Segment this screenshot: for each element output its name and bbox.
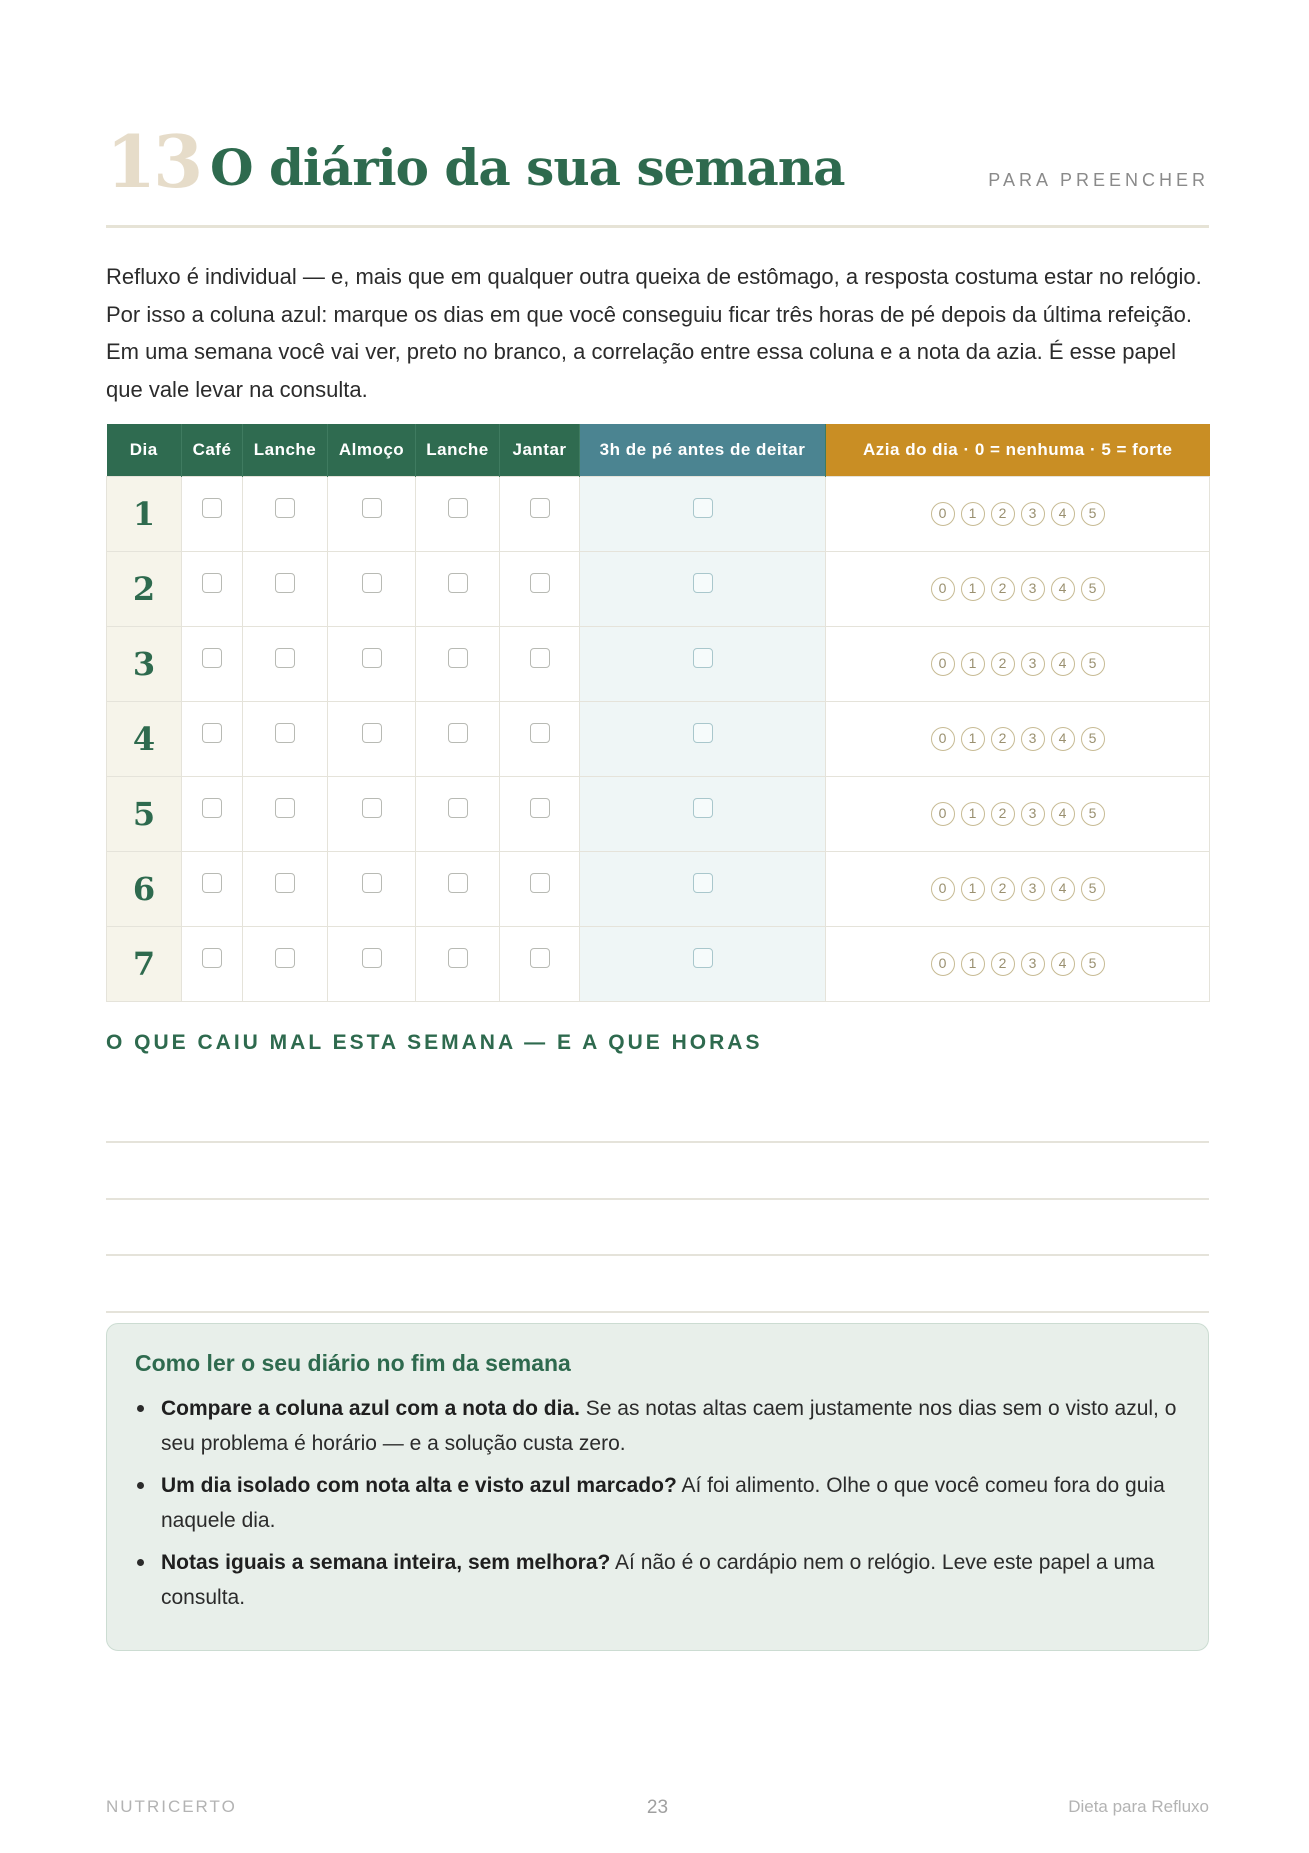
tip-bold: Compare a coluna azul com a nota do dia. [161,1397,580,1420]
azia-score-option[interactable]: 1 [961,802,985,826]
diary-body [107,476,1210,1001]
meal-cell-almoco [328,476,416,551]
note-line[interactable] [106,1311,1209,1313]
meal-cell-lanche-2 [416,551,500,626]
tips-box [106,1323,1209,1651]
azia-score-option[interactable]: 3 [1021,877,1045,901]
meal-cell-cafe [182,551,243,626]
upright-cell [580,701,826,776]
upright-cell [580,776,826,851]
meal-checkbox-cafe[interactable] [202,498,222,518]
azia-score-option[interactable]: 4 [1051,502,1075,526]
upright-cell [580,851,826,926]
tips-title: Como ler o seu diário no fim da semana [135,1350,571,1376]
meal-cell-cafe [182,476,243,551]
azia-scale [931,577,1105,601]
azia-score-option[interactable]: 0 [931,502,955,526]
meal-checkbox-almoco[interactable] [362,648,382,668]
intro-paragraph: Refluxo é individual — e, mais que em qualquer outra queixa de estômago, a resposta costuma estar no relógio. Por isso a coluna azul: marque os dias em que você conseguiu ficar três horas de pé depois da última refeição. Em uma semana você vai ver, preto no branco, a correlação entre essa coluna e a nota da azia. É esse papel que vale levar na consulta. [106,264,1202,402]
meal-checkbox-lanche-1[interactable] [275,873,295,893]
azia-score-option[interactable]: 0 [931,877,955,901]
upright-checkbox[interactable] [693,873,713,893]
azia-score-option[interactable]: 4 [1051,877,1075,901]
column-header-almoco: Almoço [328,424,416,476]
meal-cell-jantar [500,626,580,701]
meal-cell-lanche-1 [243,551,328,626]
azia-score-option[interactable]: 4 [1051,802,1075,826]
azia-score-option[interactable]: 5 [1081,877,1105,901]
upright-checkbox[interactable] [693,948,713,968]
notes-title: O QUE CAIU MAL ESTA SEMANA — E A QUE HORAS [106,1031,763,1054]
azia-score-option[interactable]: 0 [931,652,955,676]
meal-cell-lanche-1 [243,626,328,701]
meal-cell-lanche-1 [243,776,328,851]
meal-checkbox-almoco[interactable] [362,498,382,518]
page-title: O diário da sua semana [210,138,845,197]
meal-cell-jantar [500,701,580,776]
meal-cell-cafe [182,776,243,851]
diary-table [106,424,1210,1002]
azia-cell [826,926,1210,1001]
tip-text: Se as notas altas caem justamente nos dias sem o visto azul, o seu problema é horário — e a solução custa zero. [161,1397,1177,1455]
day-number: 6 [107,851,182,926]
azia-score-option[interactable]: 2 [991,802,1015,826]
azia-score-option[interactable]: 3 [1021,802,1045,826]
meal-checkbox-lanche-2[interactable] [448,723,468,743]
meal-checkbox-lanche-2[interactable] [448,873,468,893]
column-header-cafe: Café [182,424,243,476]
meal-checkbox-cafe[interactable] [202,648,222,668]
azia-score-option[interactable]: 2 [991,577,1015,601]
meal-cell-cafe [182,926,243,1001]
azia-cell [826,476,1210,551]
meal-checkbox-lanche-1[interactable] [275,723,295,743]
meal-checkbox-cafe[interactable] [202,723,222,743]
meal-cell-jantar [500,476,580,551]
azia-score-option[interactable]: 1 [961,727,985,751]
meal-cell-jantar [500,551,580,626]
page [106,0,1209,1853]
tips-list [135,1391,1180,1615]
meal-cell-lanche-2 [416,626,500,701]
upright-checkbox[interactable] [693,648,713,668]
meal-checkbox-jantar[interactable] [530,573,550,593]
page-header [106,118,1209,228]
table-row [107,551,1210,626]
upright-cell [580,626,826,701]
note-line[interactable] [106,1141,1209,1143]
upright-checkbox[interactable] [693,723,713,743]
meal-cell-jantar [500,926,580,1001]
azia-score-option[interactable]: 1 [961,652,985,676]
upright-cell [580,926,826,1001]
azia-score-option[interactable]: 1 [961,877,985,901]
meal-checkbox-lanche-2[interactable] [448,948,468,968]
note-line[interactable] [106,1198,1209,1200]
meal-cell-lanche-1 [243,851,328,926]
day-number: 5 [107,776,182,851]
meal-checkbox-lanche-2[interactable] [448,573,468,593]
azia-score-option[interactable]: 5 [1081,952,1105,976]
azia-score-option[interactable]: 3 [1021,652,1045,676]
azia-score-option[interactable]: 2 [991,652,1015,676]
column-header-lanche-1: Lanche [243,424,328,476]
tip-item [135,1545,1180,1615]
meal-cell-lanche-1 [243,701,328,776]
azia-score-option[interactable]: 5 [1081,652,1105,676]
azia-score-option[interactable]: 0 [931,577,955,601]
meal-checkbox-almoco[interactable] [362,873,382,893]
day-number: 4 [107,701,182,776]
azia-score-option[interactable]: 4 [1051,952,1075,976]
azia-cell [826,776,1210,851]
azia-score-option[interactable]: 2 [991,502,1015,526]
day-number: 7 [107,926,182,1001]
meal-cell-lanche-2 [416,926,500,1001]
column-header-azia: Azia do dia · 0 = nenhuma · 5 = forte [826,424,1210,476]
page-number: 23 [646,1797,669,1818]
azia-score-option[interactable]: 0 [931,727,955,751]
meal-checkbox-cafe[interactable] [202,573,222,593]
meal-cell-lanche-2 [416,776,500,851]
header-tag: PARA PREENCHER [988,170,1209,190]
azia-score-option[interactable]: 1 [961,502,985,526]
meal-checkbox-jantar[interactable] [530,948,550,968]
azia-score-option[interactable]: 2 [991,727,1015,751]
day-number: 3 [107,626,182,701]
azia-scale [931,802,1105,826]
meal-cell-cafe [182,626,243,701]
meal-checkbox-cafe[interactable] [202,798,222,818]
footer-book-title: Dieta para Refluxo [1068,1797,1209,1816]
meal-cell-cafe [182,851,243,926]
meal-checkbox-jantar[interactable] [530,873,550,893]
column-header-3h-de-pe: 3h de pé antes de deitar [580,424,826,476]
table-header-row [107,424,1210,476]
table-row [107,851,1210,926]
upright-cell [580,551,826,626]
azia-scale [931,502,1105,526]
meal-checkbox-almoco[interactable] [362,573,382,593]
meal-checkbox-lanche-1[interactable] [275,498,295,518]
azia-score-option[interactable]: 5 [1081,502,1105,526]
day-number: 2 [107,551,182,626]
azia-score-option[interactable]: 4 [1051,577,1075,601]
azia-scale [931,727,1105,751]
meal-checkbox-cafe[interactable] [202,873,222,893]
meal-checkbox-jantar[interactable] [530,798,550,818]
meal-cell-lanche-1 [243,476,328,551]
meal-cell-almoco [328,701,416,776]
meal-cell-almoco [328,626,416,701]
column-header-day: Dia [107,424,182,476]
azia-score-option[interactable]: 2 [991,877,1015,901]
tip-text: Aí não é o cardápio nem o relógio. Leve este papel a uma consulta. [161,1551,1155,1609]
table-row [107,926,1210,1001]
meal-checkbox-lanche-1[interactable] [275,648,295,668]
table-row [107,626,1210,701]
tip-bold: Um dia isolado com nota alta e visto azul marcado? [161,1474,677,1497]
meal-checkbox-almoco[interactable] [362,723,382,743]
azia-score-option[interactable]: 2 [991,952,1015,976]
azia-score-option[interactable]: 4 [1051,727,1075,751]
table-row [107,701,1210,776]
meal-checkbox-cafe[interactable] [202,948,222,968]
meal-checkbox-lanche-1[interactable] [275,573,295,593]
upright-checkbox[interactable] [693,498,713,518]
day-number: 1 [107,476,182,551]
meal-checkbox-lanche-2[interactable] [448,798,468,818]
meal-checkbox-jantar[interactable] [530,648,550,668]
azia-score-option[interactable]: 4 [1051,652,1075,676]
tip-item [135,1468,1180,1538]
meal-cell-cafe [182,701,243,776]
azia-score-option[interactable]: 5 [1081,577,1105,601]
meal-cell-jantar [500,776,580,851]
meal-checkbox-lanche-2[interactable] [448,498,468,518]
upright-checkbox[interactable] [693,573,713,593]
meal-cell-lanche-2 [416,851,500,926]
azia-score-option[interactable]: 0 [931,952,955,976]
meal-checkbox-jantar[interactable] [530,723,550,743]
azia-score-option[interactable]: 0 [931,802,955,826]
column-header-lanche-2: Lanche [416,424,500,476]
table-row [107,776,1210,851]
azia-score-option[interactable]: 3 [1021,952,1045,976]
meal-cell-lanche-2 [416,701,500,776]
meal-checkbox-lanche-1[interactable] [275,798,295,818]
meal-checkbox-lanche-2[interactable] [448,648,468,668]
azia-score-option[interactable]: 5 [1081,802,1105,826]
meal-cell-almoco [328,851,416,926]
azia-score-option[interactable]: 3 [1021,502,1045,526]
meal-checkbox-almoco[interactable] [362,948,382,968]
upright-checkbox[interactable] [693,798,713,818]
azia-score-option[interactable]: 5 [1081,727,1105,751]
column-header-jantar: Jantar [500,424,580,476]
chapter-number: 13 [106,119,201,204]
meal-checkbox-almoco[interactable] [362,798,382,818]
meal-cell-almoco [328,776,416,851]
azia-score-option[interactable]: 1 [961,577,985,601]
meal-checkbox-lanche-1[interactable] [275,948,295,968]
tip-text: Aí foi alimento. Olhe o que você comeu fora do guia naquele dia. [161,1474,1165,1532]
azia-cell [826,701,1210,776]
note-line[interactable] [106,1254,1209,1256]
footer-brand: NUTRICERTO [106,1797,237,1816]
meal-cell-jantar [500,851,580,926]
meal-cell-lanche-1 [243,926,328,1001]
azia-scale [931,652,1105,676]
meal-cell-lanche-2 [416,476,500,551]
azia-cell [826,851,1210,926]
azia-cell [826,551,1210,626]
azia-score-option[interactable]: 3 [1021,577,1045,601]
azia-score-option[interactable]: 3 [1021,727,1045,751]
meal-checkbox-jantar[interactable] [530,498,550,518]
meal-cell-almoco [328,551,416,626]
meal-cell-almoco [328,926,416,1001]
tip-bold: Notas iguais a semana inteira, sem melhora? [161,1551,611,1574]
azia-score-option[interactable]: 1 [961,952,985,976]
tip-item [135,1391,1180,1461]
azia-cell [826,626,1210,701]
azia-scale [931,952,1105,976]
upright-cell [580,476,826,551]
azia-scale [931,877,1105,901]
table-row [107,476,1210,551]
